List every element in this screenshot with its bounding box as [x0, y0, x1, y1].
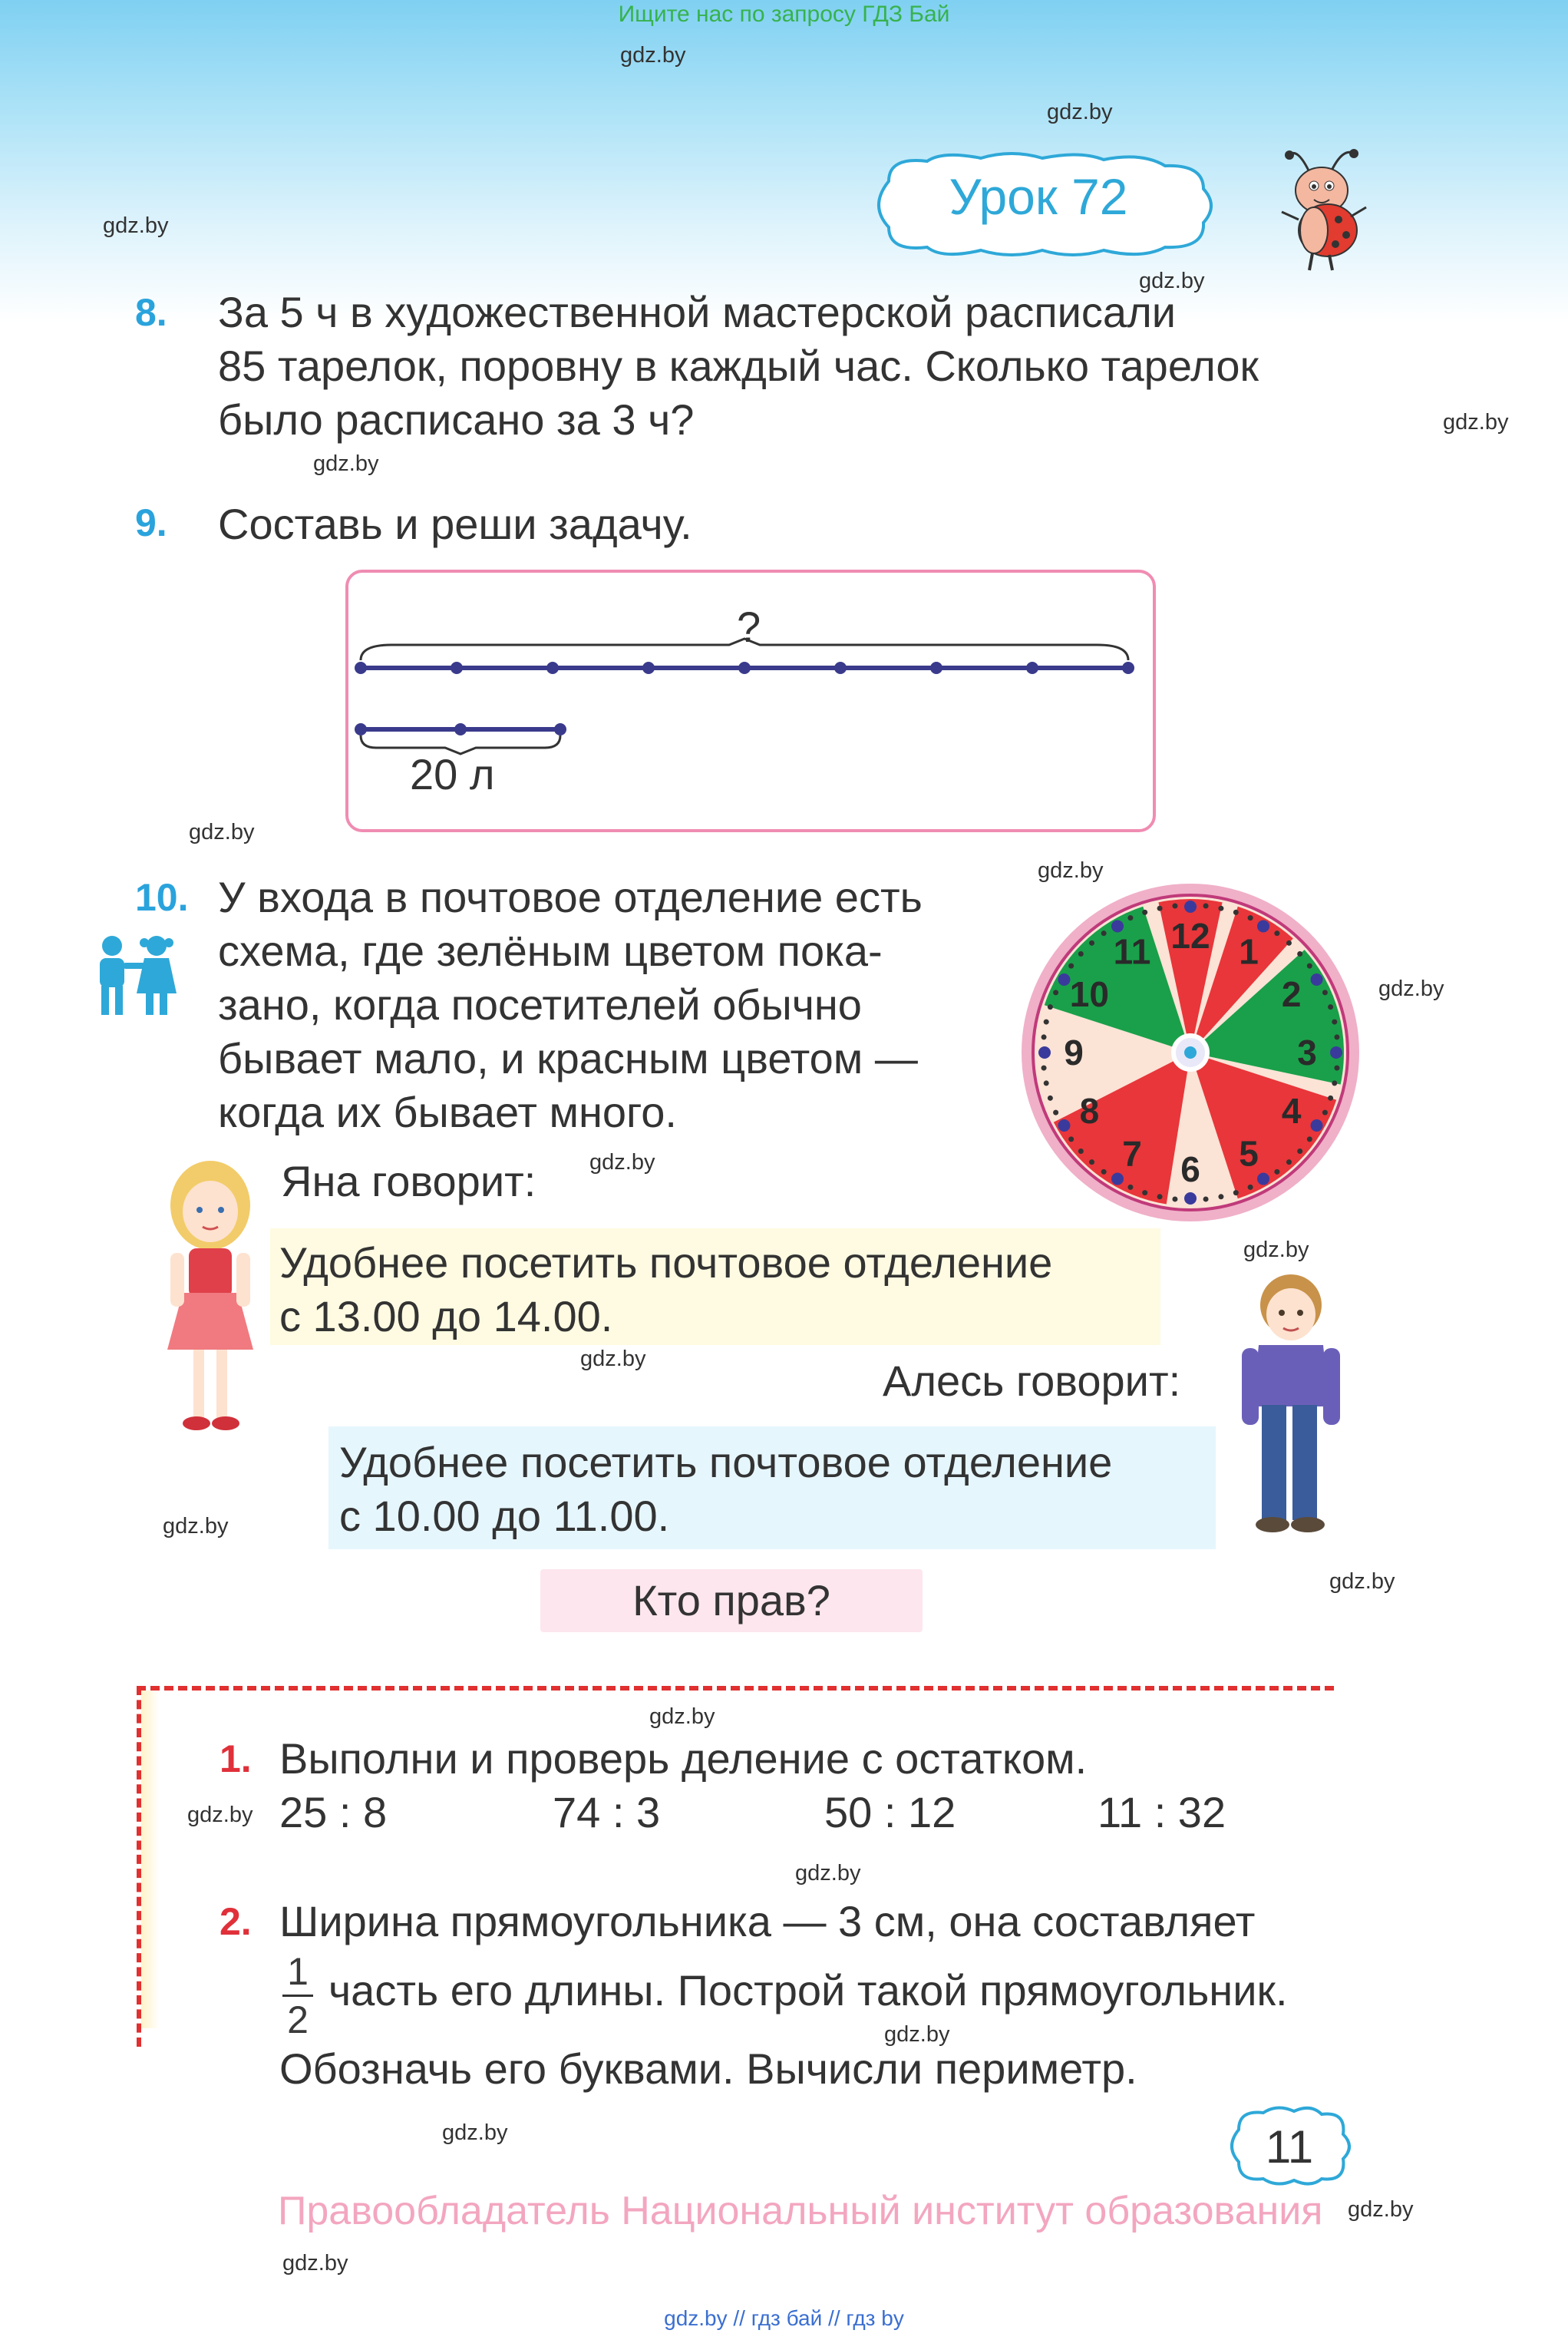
clock-hour-dot: [1311, 973, 1323, 986]
extra-1-text: Выполни и проверь деление с остатком.: [279, 1734, 1088, 1783]
extra-1-example: 11 : 32: [1098, 1788, 1226, 1836]
clock-minute-dot: [1322, 1110, 1328, 1115]
diagram-question: ?: [737, 603, 761, 651]
watermark: gdz.by: [795, 1861, 861, 1886]
clock-minute-dot: [1068, 1136, 1074, 1142]
task-8-line: 85 тарелок, поровну в каждый час. Сколько тарелок: [218, 342, 1259, 390]
task-9-text: Составь и реши задачу.: [218, 500, 692, 548]
watermark: gdz.by: [313, 451, 379, 476]
clock-minute-dot: [1078, 951, 1084, 957]
clock-scheme: [1018, 880, 1363, 1225]
page-number: 11: [1265, 2121, 1314, 2173]
extra-1-example: 50 : 12: [824, 1788, 956, 1836]
task-8-line: За 5 ч в художественной мастерской расписали: [218, 288, 1177, 336]
clock-minute-dot: [1286, 1159, 1292, 1165]
clock-minute-dot: [1041, 1066, 1047, 1071]
clock-minute-dot: [1334, 1066, 1339, 1071]
extra-2-number: 2.: [220, 1900, 252, 1943]
fraction-bar: [282, 1995, 313, 1997]
clock-minute-dot: [1233, 910, 1239, 915]
clock-number: 7: [1122, 1133, 1142, 1174]
ales-speech: [339, 1436, 1207, 1543]
watermark: gdz.by: [1047, 100, 1113, 124]
ales-speech-line: Удобнее посетить почтовое отделение: [339, 1438, 1113, 1486]
clock-minute-dot: [1218, 906, 1223, 911]
clock-number: 9: [1064, 1033, 1084, 1072]
fraction-numerator: 1: [287, 1950, 309, 1993]
clock-minute-dot: [1142, 910, 1147, 915]
clock-number: 4: [1281, 1091, 1302, 1131]
clock-minute-dot: [1172, 904, 1177, 909]
task-10-line: зано, когда посетителей обычно: [218, 980, 862, 1029]
clock-minute-dot: [1127, 1185, 1133, 1190]
fraction-denominator: 2: [287, 1998, 309, 2041]
clock-hour-dot: [1330, 1046, 1342, 1059]
clock-minute-dot: [1286, 940, 1292, 946]
clock-minute-dot: [1142, 1190, 1147, 1195]
lesson-title: Урок 72: [949, 168, 1128, 225]
clock-minute-dot: [1274, 1169, 1279, 1175]
frame-dashed-left: [137, 1686, 141, 2047]
clock-hour-dot: [1111, 1173, 1124, 1185]
task-8-line: было расписано за 3 ч?: [218, 395, 695, 444]
clock-minute-dot: [1297, 1149, 1302, 1154]
clock-number: 12: [1170, 916, 1210, 956]
clock-minute-dot: [1307, 1136, 1312, 1142]
task-10-line: когда их бывает много.: [218, 1088, 677, 1136]
clock-minute-dot: [1101, 930, 1107, 936]
footer-links: gdz.by // гдз бай // гдз by: [664, 2306, 904, 2330]
clock-hour-dot: [1257, 1173, 1269, 1185]
extra-1-number: 1.: [220, 1737, 252, 1780]
clock-minute-dot: [1218, 1194, 1223, 1199]
watermark: gdz.by: [103, 213, 169, 238]
clock-number: 8: [1079, 1091, 1100, 1131]
clock-minute-dot: [1332, 1080, 1337, 1086]
watermark: gdz.by: [649, 1704, 715, 1729]
clock-minute-dot: [1048, 1004, 1053, 1010]
clock-minute-dot: [1157, 1194, 1163, 1199]
clock-minute-dot: [1053, 1110, 1058, 1115]
clock-minute-dot: [1078, 1149, 1084, 1154]
frame-dashed-top: [137, 1686, 1334, 1691]
girl-yana-illustration: [149, 1158, 272, 1442]
task-10-text: [218, 871, 985, 1139]
clock-number: 1: [1239, 931, 1259, 972]
watermark: gdz.by: [163, 1514, 229, 1539]
extra-2-line: Ширина прямоугольника — 3 см, она составляет: [279, 1897, 1256, 1945]
clock-minute-dot: [1322, 990, 1328, 995]
ales-speech-line: с 10.00 до 11.00.: [339, 1492, 670, 1540]
yana-speech-line: Удобнее посетить почтовое отделение: [279, 1238, 1053, 1287]
clock-hour-dot: [1257, 920, 1269, 932]
clock-hour-dot: [1184, 1192, 1197, 1205]
watermark: gdz.by: [1243, 1238, 1309, 1262]
top-note: Ищите нас по запросу ГДЗ Бай: [618, 2, 950, 27]
clock-minute-dot: [1328, 1004, 1333, 1010]
clock-minute-dot: [1328, 1096, 1333, 1101]
watermark: gdz.by: [1378, 977, 1444, 1001]
yana-speech-line: с 13.00 до 14.00.: [279, 1292, 613, 1340]
task-9-number: 9.: [135, 501, 167, 544]
clock-minute-dot: [1332, 1020, 1337, 1025]
watermark: gdz.by: [189, 820, 255, 844]
watermark: gdz.by: [620, 43, 686, 68]
task-10-line: схема, где зелёным цветом пока-: [218, 927, 883, 975]
clock-minute-dot: [1248, 1185, 1253, 1190]
clock-minute-dot: [1233, 1190, 1239, 1195]
clock-minute-dot: [1297, 951, 1302, 957]
clock-hour-dot: [1184, 901, 1197, 913]
yana-says-label: Яна говорит:: [281, 1157, 536, 1205]
clock-hour-dot: [1058, 973, 1070, 986]
watermark: gdz.by: [442, 2120, 508, 2145]
clock-minute-dot: [1172, 1196, 1177, 1201]
frame-glow: [141, 1691, 160, 2028]
task-10-number: 10.: [135, 876, 189, 919]
clock-number: 10: [1069, 974, 1109, 1014]
clock-minute-dot: [1101, 1169, 1107, 1175]
task-8-text: [218, 286, 1369, 447]
question-text: Кто прав?: [632, 1576, 830, 1624]
clock-number: 5: [1239, 1133, 1259, 1174]
pair-work-icon: [89, 934, 181, 1018]
watermark: gdz.by: [187, 1803, 253, 1827]
boy-ales-illustration: [1231, 1268, 1346, 1545]
clock-minute-dot: [1334, 1034, 1339, 1039]
clock-minute-dot: [1089, 940, 1094, 946]
clock-minute-dot: [1307, 963, 1312, 969]
clock-hour-dot: [1058, 1119, 1070, 1132]
diagram-segment-label: 20 л: [410, 750, 495, 798]
watermark: gdz.by: [589, 1150, 655, 1175]
clock-minute-dot: [1053, 990, 1058, 995]
extra-1-example: 74 : 3: [553, 1788, 661, 1836]
clock-minute-dot: [1048, 1096, 1053, 1101]
watermark: gdz.by: [884, 2022, 950, 2047]
watermark: gdz.by: [580, 1347, 646, 1371]
clock-minute-dot: [1157, 906, 1163, 911]
clock-minute-dot: [1044, 1080, 1049, 1086]
ladybug-illustration: [1274, 140, 1374, 278]
watermark: gdz.by: [1348, 2197, 1414, 2222]
clock-minute-dot: [1203, 904, 1209, 909]
clock-hour-dot: [1038, 1046, 1051, 1059]
task-10-line: бывает мало, и красным цветом —: [218, 1034, 918, 1082]
watermark: gdz.by: [1329, 1569, 1395, 1594]
copyright: Правообладатель Национальный институт образования: [278, 2189, 1323, 2233]
clock-number: 6: [1180, 1149, 1200, 1189]
extra-1-example: 25 : 8: [279, 1788, 388, 1836]
yana-speech: [279, 1236, 1154, 1344]
clock-minute-dot: [1044, 1020, 1049, 1025]
ales-says-label: Алесь говорит:: [883, 1357, 1181, 1405]
watermark: gdz.by: [1443, 410, 1509, 435]
extra-2-line: часть его длины. Построй такой прямоугольник.: [328, 1966, 1288, 2014]
clock-number: 11: [1113, 931, 1151, 972]
watermark: gdz.by: [1038, 858, 1104, 883]
clock-minute-dot: [1127, 915, 1133, 920]
clock-minute-dot: [1203, 1196, 1209, 1201]
fraction-one-half: [279, 1950, 316, 2041]
clock-hour-dot: [1311, 1119, 1323, 1132]
clock-number: 2: [1281, 974, 1302, 1014]
clock-hour-dot: [1111, 920, 1124, 932]
clock-minute-dot: [1089, 1159, 1094, 1165]
clock-minute-dot: [1041, 1034, 1047, 1039]
watermark: gdz.by: [1139, 269, 1205, 293]
clock-minute-dot: [1274, 930, 1279, 936]
watermark: gdz.by: [282, 2251, 348, 2276]
clock-number: 3: [1297, 1033, 1317, 1072]
clock-minute-dot: [1068, 963, 1074, 969]
extra-2-line: Обозначь его буквами. Вычисли периметр.: [279, 2044, 1137, 2093]
clock-minute-dot: [1248, 915, 1253, 920]
task-8-number: 8.: [135, 291, 167, 334]
task-10-line: У входа в почтовое отделение есть: [218, 873, 923, 921]
